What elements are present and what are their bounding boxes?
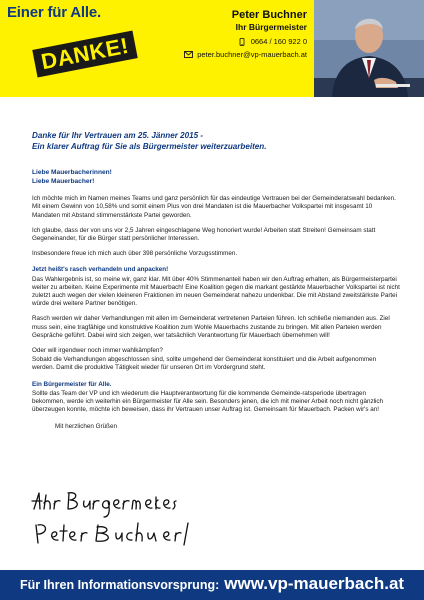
paragraph-2: Ich glaube, dass der von uns vor 2,5 Jahren eingeschlagene Weg honoriert wurde! Arbeiten statt Streiten! Gemeinsam statt Gegeneinander, für die Bürger statt persönlicher Interessen.: [32, 226, 376, 242]
letter-header: [0, 0, 424, 97]
mail-icon: [184, 50, 193, 59]
contact-name: Peter Buchner: [231, 9, 307, 21]
contact-phone[interactable]: 0664 / 160 922 0: [250, 37, 307, 46]
salutation-1: Liebe Mauerbacherinnen!: [32, 169, 112, 176]
subheading-mayor: Ein Bürgermeister für Alle.: [32, 380, 112, 388]
footer-banner: [0, 570, 424, 600]
paragraph-5: Rasch werden wir daher Verhandlungen mit allen im Gemeinderat vertretenen Parteien führen. Ich schließe niemanden aus. Ziel muss sein, eine tragfähige und konstruktive Koalition zum Wohle Mauerbachs zustande zu bringen. Mit allen Parteien werden Gespräche geführt. Dabei wird sich zeigen, wer tatsächlich Verantwortung für Mauerbach übernehmen will!: [32, 315, 390, 339]
headline-line-1: Danke für Ihr Vertrauen am 25. Jänner 2015 -: [32, 131, 204, 140]
footer-lead: Für Ihren Informationsvorsprung:: [19, 578, 220, 592]
contact-role: Ihr Bürgermeister: [235, 22, 307, 32]
paragraph-8: Sollte das Team der VP und ich wiederum die Hauptverantwortung für die kommende Gemeinde-ratsperiode übertragen bekommen, werde ich weiterhin ein Bürgermeister für Alle sein. Besonders jenen, die ich mit meiner Arbeit noch nicht gänzlich überzeugen konnte, möchte ich beweisen, dass ihr Vertrauen unser Auftrag ist. Gemeinsam für Mauerbach. Packen wir's an!: [32, 389, 384, 414]
paragraph-3: Insbesondere freue ich mich auch über 398 persönliche Vorzugsstimmen.: [32, 250, 238, 258]
letter-body: [32, 103, 400, 432]
headline-line-2: Ein klarer Auftrag für Sie als Bürgermeister weiterzuarbeiten.: [32, 141, 267, 151]
paragraph-7: Sobald die Verhandlungen abgeschlossen sind, sollte umgehend der Gemeinderat konstituiert und die Arbeit aufgenommen werden. Damit die produktive Tätigkeit wieder für unseren Ort im Vordergrund steht.: [32, 356, 377, 372]
contact-email-line: [184, 50, 307, 59]
phone-icon: [238, 37, 247, 46]
contact-block: [184, 9, 307, 59]
letter-headline: [32, 131, 400, 152]
handwritten-signature: [30, 487, 240, 549]
paragraph-4: Das Wahlergebnis ist, so meine wir, ganz klar. Mit über 40% Stimmenanteil haben wir den Auftrag erhalten, als Bürgermeisterpartei weiter zu arbeiten. Keine Experimente mit Mauerbach! Eine Koalition gegen die markant gestärkte Mauerbacher Volkspartei ist nicht zuletzt auch wegen der vielen kleineren Fraktionen im neuen Gemeinderat nahezu undenkbar. Die mit Abstand zweitstärkste Partei würde drei weitere Partner benötigen.: [32, 275, 400, 308]
footer-url-link[interactable]: www.vp-mauerbach.at: [224, 574, 405, 593]
contact-email[interactable]: peter.buchner@vp-mauerbach.at: [197, 50, 307, 59]
brand-slogan: Einer für Alle.: [7, 4, 101, 21]
danke-badge: DANKE!: [32, 31, 137, 78]
paragraph-1: Ich möchte mich im Namen meines Teams und ganz persönlich für das eindeutige Vertrauen bei der Gemeinderatswahl bedanken. Mit einem Gewinn von 10,58% und somit einem Plus von drei Mandaten ist die Mauerbacher Volkspartei mit insgesamt 10 Mandaten mit Abstand stimmenstärkste Partei geworden.: [32, 195, 396, 219]
contact-phone-line: [184, 37, 307, 46]
mayor-portrait: [314, 0, 424, 97]
subheading-negotiate: Jetzt heißt's rasch verhandeln und anpacken!: [32, 266, 169, 274]
salutation-2: Liebe Mauerbacher!: [32, 177, 95, 185]
paragraph-6: Oder will irgendwer noch immer wahlkämpfen?: [32, 347, 163, 355]
closing-greeting: Mit herzlichen Grüßen: [55, 423, 117, 431]
